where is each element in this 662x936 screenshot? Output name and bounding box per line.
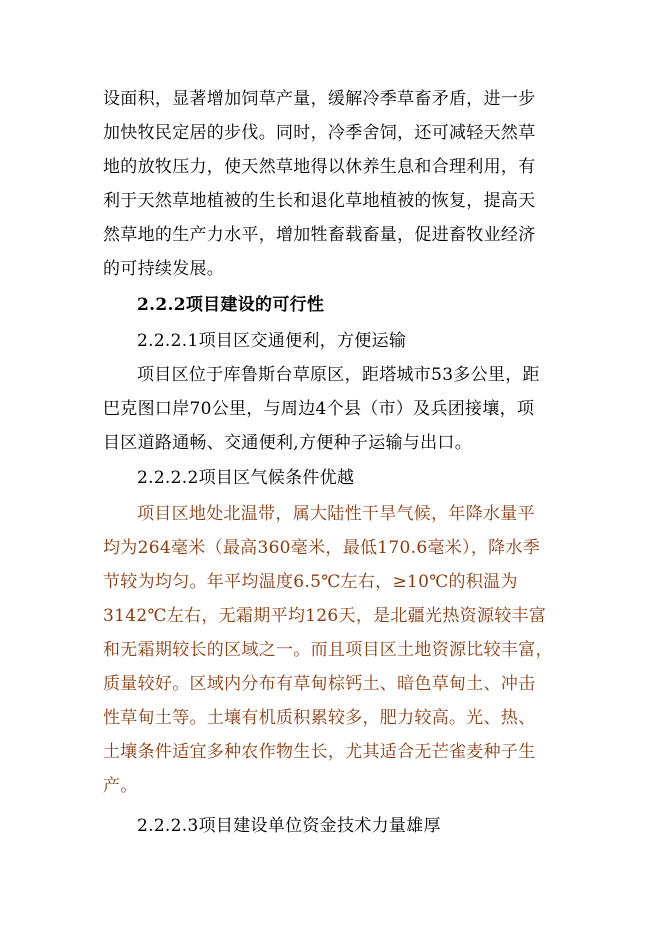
paragraph-line: 设面积，显著增加饲草产量，缓解冷季草畜矛盾，进一步 xyxy=(103,89,536,109)
paragraph-line: 然草地的生产力水平，增加牲畜载畜量，促进畜牧业经济 xyxy=(103,225,536,245)
paragraph-line: 3142℃左右，无霜期平均126天，是北疆光热资源较丰富 xyxy=(103,606,547,626)
paragraph-line: 目区道路通畅、交通便利,方便种子运输与出口。 xyxy=(103,433,473,453)
paragraph-line: 产。 xyxy=(103,776,138,796)
paragraph-line: 土壤条件适宜多种农作物生长，尤其适合无芒雀麦种子生 xyxy=(103,742,536,762)
paragraph-line: 地的放牧压力，使天然草地得以休养生息和合理利用，有 xyxy=(103,157,536,177)
paragraph-line: 和无霜期较长的区域之一。而且项目区土地资源比较丰富， xyxy=(103,640,553,660)
paragraph-line: 节较为均匀。年平均温度6.5℃左右，≥10℃的积温为 xyxy=(103,572,518,592)
paragraph-line: 项目区地处北温带，属大陆性干旱气候，年降水量平 xyxy=(137,504,535,524)
subsection-heading: 2.2.2.3项目建设单位资金技术力量雄厚 xyxy=(137,816,441,836)
paragraph-line: 项目区位于库鲁斯台草原区，距塔城市53多公里，距 xyxy=(137,365,540,385)
paragraph-line: 的可持续发展。 xyxy=(103,259,225,279)
paragraph-line: 性草甸土等。土壤有机质积累较多，肥力较高。光、热、 xyxy=(103,708,536,728)
paragraph-line: 均为264毫米（最高360毫米，最低170.6毫米），降水季 xyxy=(103,538,541,558)
paragraph-line: 利于天然草地植被的生长和退化草地植被的恢复，提高天 xyxy=(103,191,536,211)
subsection-heading: 2.2.2.1项目区交通便利，方便运输 xyxy=(137,331,407,351)
section-heading: 2.2.2项目建设的可行性 xyxy=(137,295,325,315)
paragraph-line: 巴克图口岸70公里，与周边4个县（市）及兵团接壤，项 xyxy=(103,399,535,419)
subsection-heading: 2.2.2.2项目区气候条件优越 xyxy=(137,468,355,488)
paragraph-line: 质量较好。区域内分布有草甸棕钙土、暗色草甸土、冲击 xyxy=(103,674,536,694)
paragraph-line: 加快牧民定居的步伐。同时，冷季舍饲，还可减轻天然草 xyxy=(103,123,536,143)
